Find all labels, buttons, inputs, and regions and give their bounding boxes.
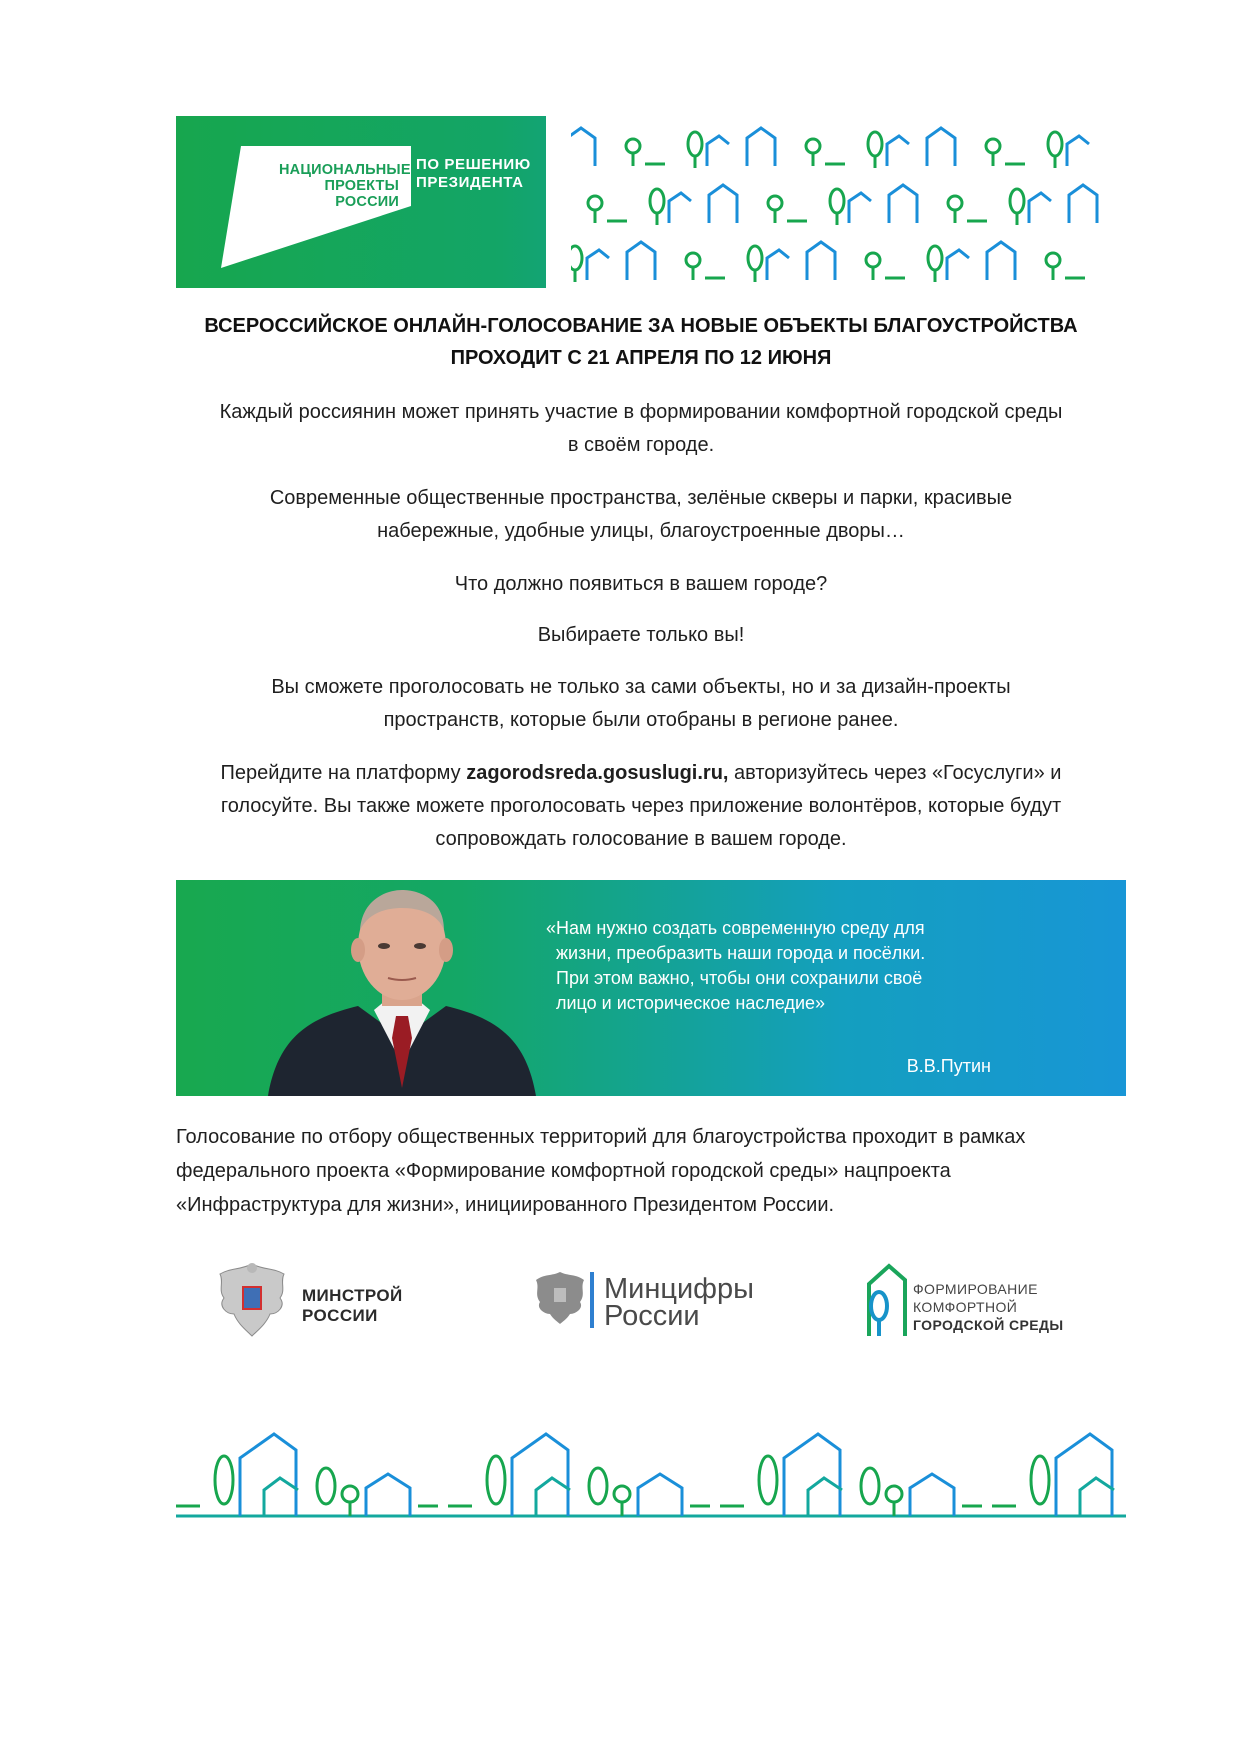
- federal-project-paragraph: [176, 1120, 1136, 1222]
- paragraph-question: Что должно появиться в вашем городе?: [454, 573, 828, 595]
- national-projects-banner: [176, 116, 1106, 288]
- paragraph-line: набережные, удобные улицы, благоустроенные дворы…: [377, 520, 905, 542]
- platform-auth-text: авторизуйтесь через «Госуслуги» и: [734, 762, 1062, 784]
- paragraph-line: федерального проекта «Формирование комфортной городской среды» нацпроекта: [176, 1160, 951, 1182]
- eagle-emblem-icon: [532, 1266, 588, 1326]
- formir-line-3: ГОРОДСКОЙ СРЕДЫ: [913, 1317, 1064, 1333]
- mincifry-line-1: Минцифры: [604, 1273, 755, 1305]
- paragraph-platform: [176, 757, 1106, 856]
- quote-line: лицо и историческое наследие»: [556, 993, 826, 1013]
- title-line-1: ВСЕРОССИЙСКОЕ ОНЛАЙН-ГОЛОСОВАНИЕ ЗА НОВЫЕ ОБЪЕКТЫ БЛАГОУСТРОЙСТВА: [204, 315, 1078, 337]
- quote-banner: [176, 880, 1126, 1096]
- paragraph-line: в своём городе.: [567, 434, 715, 456]
- page-title: [176, 310, 1106, 374]
- paragraph-line: [176, 757, 1106, 790]
- urban-pattern-icon: [571, 116, 1106, 288]
- paragraph-choice: Выбираете только вы!: [537, 624, 745, 646]
- quote-line: жизни, преобразить наши города и посёлки.: [556, 943, 926, 963]
- paragraph-line: сопровождать голосование в вашем городе.: [435, 828, 847, 850]
- president-portrait-icon: [268, 888, 536, 1096]
- quote-line: При этом важно, чтобы они сохранили своё: [556, 968, 923, 988]
- paragraph-line: Современные общественные пространства, зелёные скверы и парки, красивые: [269, 487, 1013, 509]
- quote-author: В.В.Путин: [906, 1056, 991, 1076]
- paragraph-line: Голосование по отбору общественных территорий для благоустройства проходит в рамках: [176, 1126, 1026, 1148]
- coat-of-arms-icon: [210, 1258, 294, 1342]
- paragraph-line: Вы сможете проголосовать не только за сами объекты, но и за дизайн-проекты: [271, 676, 1011, 698]
- comfortable-environment-text: [913, 1280, 1063, 1334]
- platform-intro-text: Перейдите на платформу: [220, 762, 461, 784]
- mincifry-line-2: России: [604, 1300, 700, 1332]
- minstroy-text: [302, 1286, 403, 1326]
- quote-line: «Нам нужно создать современную среду для: [546, 918, 925, 938]
- national-projects-logo: [221, 146, 411, 268]
- paragraph-participation: [176, 396, 1106, 462]
- mincifry-logo: [532, 1266, 792, 1336]
- logo-line-2: ПРОЕКТЫ: [324, 178, 399, 194]
- minstroy-line-2: РОССИИ: [302, 1306, 378, 1325]
- paragraph-line: Каждый россиянин может принять участие в формировании комфортной городской среды: [219, 401, 1063, 423]
- paragraph-line: голосуйте. Вы также можете проголосовать через приложение волонтёров, которые будут: [220, 795, 1062, 817]
- logo-line-1: НАЦИОНАЛЬНЫЕ: [279, 162, 411, 178]
- formir-line-1: ФОРМИРОВАНИЕ: [913, 1281, 1038, 1297]
- comfortable-environment-logo: [865, 1260, 1095, 1340]
- mincifry-divider-icon: [590, 1272, 594, 1328]
- logo-line-3: РОССИИ: [335, 194, 399, 210]
- tagline-line-2: ПРЕЗИДЕНТА: [416, 174, 524, 191]
- paragraph-spaces: [176, 482, 1106, 548]
- paragraph-line: пространств, которые были отобраны в регионе ранее.: [383, 709, 899, 731]
- city-skyline-icon: [176, 1430, 1126, 1520]
- mincifry-text: [604, 1273, 755, 1332]
- paragraph-design-projects: [176, 671, 1106, 737]
- platform-link[interactable]: zagorodsreda.gosuslugi.ru,: [466, 762, 729, 784]
- title-line-2: ПРОХОДИТ С 21 АПРЕЛЯ ПО 12 ИЮНЯ: [450, 347, 832, 369]
- tagline: [416, 156, 531, 192]
- quote-text: [546, 916, 986, 1016]
- minstroy-line-1: МИНСТРОЙ: [302, 1286, 403, 1305]
- minstroy-logo: [210, 1258, 450, 1342]
- formir-line-2: КОМФОРТНОЙ: [913, 1299, 1018, 1315]
- logo-text: [279, 162, 411, 210]
- building-tree-icon: [865, 1260, 909, 1340]
- tagline-line-1: ПО РЕШЕНИЮ: [416, 156, 531, 173]
- paragraph-line: «Инфраструктура для жизни», инициированного Президентом России.: [176, 1194, 835, 1216]
